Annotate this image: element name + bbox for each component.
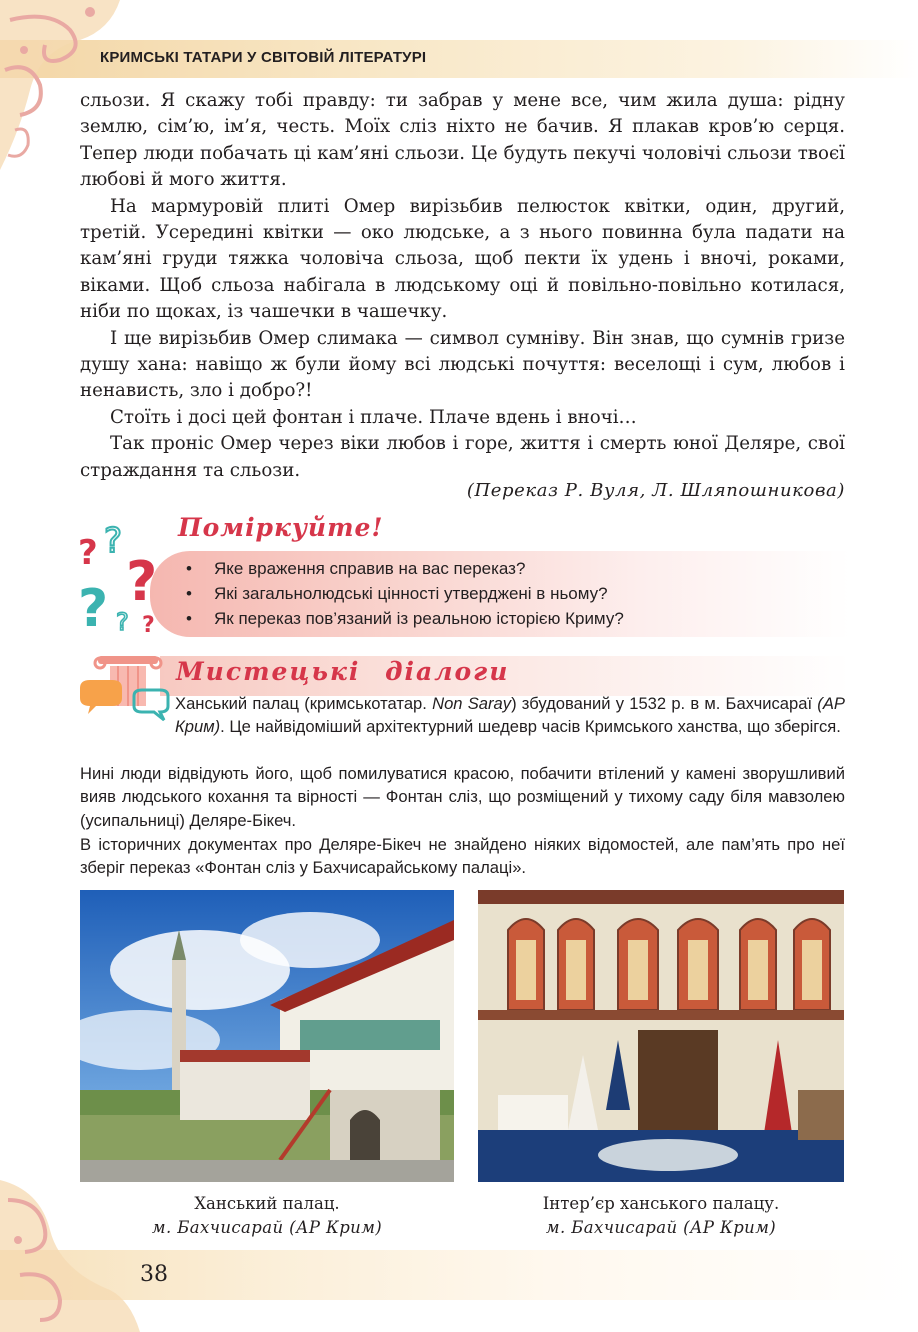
text-span: . Це найвідоміший архітектурний шедевр часів Кримського ханства, що зберігся. — [220, 717, 841, 737]
palace-exterior-image-icon — [80, 890, 454, 1182]
svg-text:?: ? — [142, 613, 155, 638]
page-number: 38 — [140, 1262, 168, 1287]
column-dialogue-icon — [78, 654, 170, 726]
caption-line: м. Бахчисарай (АР Крим) — [151, 1218, 383, 1237]
text-span: Non Saray — [432, 694, 512, 713]
caption-line: Ханський палац. — [194, 1194, 340, 1213]
art-title: Мистецькі діалоги — [176, 657, 510, 686]
story-paragraph: Стоїть і досі цей фонтан і плаче. Плаче вдень і вночі… — [110, 406, 637, 428]
story-source: (Переказ Р. Вуля, Л. Шляпошникова) — [466, 480, 845, 501]
story-paragraph: І ще вирізьбив Омер слимака — символ сумніву. Він знав, що сумнів гризе душу хана: навіщо ж були йому всі людські почуття: веселощі і сум, любов і ненависть, зло і добро?! — [80, 327, 845, 402]
svg-text:?: ? — [116, 608, 129, 636]
svg-text:?: ? — [104, 521, 123, 561]
story-text — [80, 88, 845, 484]
bottom-ornament-icon — [0, 1180, 140, 1332]
svg-text:?: ? — [78, 579, 109, 638]
svg-text:?: ? — [78, 533, 98, 573]
text-span: ) збудований у 1532 р. в м. Бахчисараї — [511, 694, 813, 713]
running-header: КРИМСЬКІ ТАТАРИ У СВІТОВІЙ ЛІТЕРАТУРІ — [100, 49, 427, 66]
art-paragraph-3 — [80, 833, 845, 880]
list-item: • Яке враження справив на вас переказ? — [182, 556, 624, 581]
text-span: Ханський палац (кримськотатар. — [175, 694, 427, 713]
svg-text:?: ? — [126, 550, 158, 613]
question-marks-icon — [76, 518, 176, 638]
text-span: Нині люди відвідують його, щоб помилуватися красою, побачити втілений у камені зворушливий вияв людського кохання та вірності — Фонтан сліз, що розміщений у тихому саду біля мавзолею (усипальниці) Деляре-Бікеч. — [80, 764, 845, 830]
palace-photo — [80, 890, 454, 1182]
art-paragraph-1 — [175, 692, 845, 739]
think-questions — [182, 556, 624, 631]
art-paragraph-2 — [80, 762, 845, 832]
think-title: Поміркуйте! — [178, 513, 384, 542]
palace-interior-image-icon — [478, 890, 844, 1182]
interior-photo — [478, 890, 844, 1182]
text-span: (АР Крим) — [175, 694, 845, 737]
story-paragraph: Так проніс Омер через віки любов і горе, життя і смерть юної Деляре, свої страждання та сльози. — [80, 433, 845, 481]
caption-line: Інтер’єр ханського палацу. — [542, 1194, 780, 1213]
story-paragraph: На мармуровій плиті Омер вирізьбив пелюсток квітки, один, другий, третій. Усередині квітки — око людське, а з нього повинна була падати на кам’яні груди тяжка чоловіча сльоза, щоб пекти їх удень і вночі, роками, віками. Щоб сльоза набігала в людському оці й повільно-повільно котилася, ніби по щоках, із чашечки в чашечку. — [80, 195, 845, 323]
story-paragraph: сльози. Я скажу тобі правду: ти забрав у мене все, чим жила душа: рідну землю, сім’ю, ім’я, честь. Моїх сліз ніхто не бачив. Я плакав кров’ю серця. Тепер люди побачать ці кам’яні сльози. Це будуть пекучі чоловічі сльози твоєї любові й мого життя. — [80, 90, 845, 191]
text-span: В історичних документах про Деляре-Бікеч не знайдено ніяких відомостей, але пам’ять про неї зберіг переказ «Фонтан сліз у Бахчисарайському палаці». — [80, 835, 845, 878]
caption-line: м. Бахчисарай (АР Крим) — [545, 1218, 777, 1237]
interior-caption — [478, 1192, 844, 1240]
list-item: • Які загальнолюдські цінності утверджені в ньому? — [182, 581, 624, 606]
list-item: • Як переказ пов’язаний із реальною історією Криму? — [182, 606, 624, 631]
